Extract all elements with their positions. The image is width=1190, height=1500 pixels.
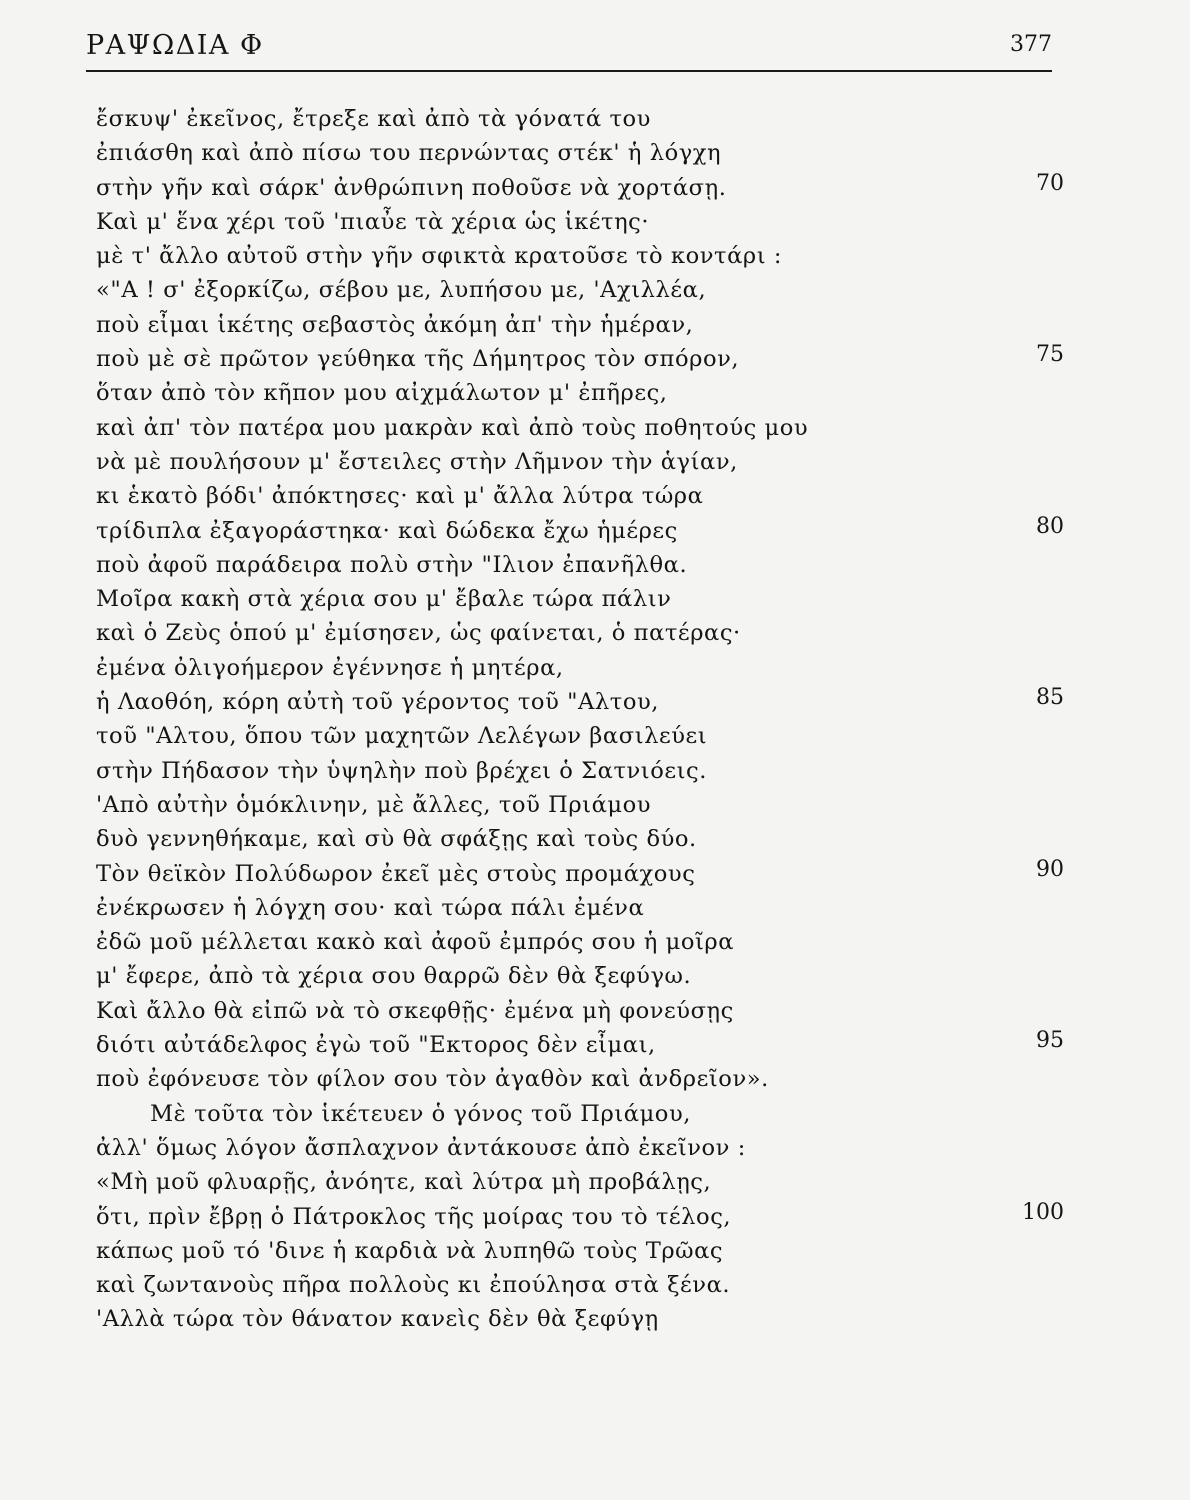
verse-line [96, 891, 1076, 925]
verse-line [96, 136, 1076, 170]
line-number: 95 [1036, 1028, 1064, 1054]
verse-text: στὴν γῆν καὶ σάρκ' ἀνθρώπινη ποθοῦσε νὰ χορτάσῃ. [96, 174, 727, 201]
line-number: 90 [1036, 856, 1064, 882]
verse-line [96, 959, 1076, 993]
verse-line [96, 445, 1076, 479]
verse-line [96, 651, 1076, 685]
verse-line [96, 1097, 1076, 1131]
verse-text: ἐνέκρωσεν ἡ λόγχη σου· καὶ τώρα πάλι ἐμένα [96, 894, 645, 921]
verse-line [96, 273, 1076, 307]
verse-text: 'Απὸ αὐτὴν ὁμόκλινην, μὲ ἄλλες, τοῦ Πριάμου [96, 791, 652, 818]
verse-line [96, 376, 1076, 410]
running-title: ΡΑΨΩΔΙΑ Φ [86, 30, 264, 61]
verse-line [96, 719, 1076, 753]
verse-line [96, 685, 1076, 719]
verse-text: ὅτι, πρὶν ἔβρῃ ὁ Πάτροκλος τῆς μοίρας του τὸ τέλος, [96, 1203, 732, 1230]
verse-line [96, 548, 1076, 582]
verse-line [96, 788, 1076, 822]
line-number: 70 [1036, 170, 1064, 196]
verse-line [96, 102, 1076, 136]
verse-text: ἐπιάσθη καὶ ἀπὸ πίσω του περνώντας στέκ' ἡ λόγχη [96, 140, 722, 167]
verse-text: στὴν Πήδασον τὴν ὑψηλὴν ποὺ βρέχει ὁ Σατνιόεις. [96, 757, 707, 784]
verse-line [96, 1028, 1076, 1062]
verse-text: δυὸ γεννηθήκαμε, καὶ σὺ θὰ σφάξῃς καὶ τοὺς δύο. [96, 826, 697, 853]
line-number: 80 [1036, 513, 1064, 539]
verse-line [96, 239, 1076, 273]
verse-text: τρίδιπλα ἐξαγοράστηκα· καὶ δώδεκα ἔχω ἡμέρες [96, 517, 678, 544]
verse-line [96, 411, 1076, 445]
verse-text: 'Αλλὰ τώρα τὸν θάνατον κανεὶς δὲν θὰ ξεφύγῃ [96, 1306, 659, 1333]
verse-text: Καὶ ἄλλο θὰ εἰπῶ νὰ τὸ σκεφθῇς· ἐμένα μὴ φονεύσῃς [96, 997, 734, 1024]
verse-text: ἐμένα ὀλιγοήμερον ἐγέννησε ἡ μητέρα, [96, 654, 564, 681]
verse-list [96, 102, 1076, 1337]
verse-text: καὶ ζωντανοὺς πῆρα πολλοὺς κι ἐπούλησα στὰ ξένα. [96, 1272, 731, 1299]
line-number: 75 [1036, 342, 1064, 368]
verse-line [96, 205, 1076, 239]
verse-line [96, 994, 1076, 1028]
verse-text: ἀλλ' ὅμως λόγον ἄσπλαχνον ἀντάκουσε ἀπὸ ἐκεῖνον : [96, 1134, 746, 1161]
verse-line [96, 857, 1076, 891]
verse-text: Μοῖρα κακὴ στὰ χέρια σου μ' ἔβαλε τώρα πάλιν [96, 586, 672, 613]
verse-text: ποὺ ἐφόνευσε τὸν φίλον σου τὸν ἀγαθὸν καὶ ἀνδρεῖον». [96, 1066, 769, 1093]
verse-line [96, 582, 1076, 616]
verse-line [96, 479, 1076, 513]
verse-text: τοῦ "Αλτου, ὅπου τῶν μαχητῶν Λελέγων βασιλεύει [96, 723, 708, 750]
verse-text: καὶ ὁ Ζεὺς ὁπού μ' ἐμίσησεν, ὡς φαίνεται, ὁ πατέρας· [96, 620, 741, 647]
verse-text: ὅταν ἀπὸ τὸν κῆπον μου αἰχμάλωτον μ' ἐπῆρες, [96, 380, 668, 407]
verse-line [96, 1131, 1076, 1165]
verse-line [96, 1165, 1076, 1199]
verse-line [96, 822, 1076, 856]
verse-text: καὶ ἀπ' τὸν πατέρα μου μακρὰν καὶ ἀπὸ τοὺς ποθητούς μου [96, 414, 809, 441]
verse-text: ποὺ μὲ σὲ πρῶτον γεύθηκα τῆς Δήμητρος τὸν σπόρον, [96, 346, 740, 373]
verse-line [96, 308, 1076, 342]
verse-text: ἐδῶ μοῦ μέλλεται κακὸ καὶ ἀφοῦ ἐμπρός σου ἡ μοῖρα [96, 929, 735, 956]
verse-line [96, 171, 1076, 205]
verse-text: κι ἑκατὸ βόδι' ἀπόκτησες· καὶ μ' ἄλλα λύτρα τώρα [96, 483, 704, 510]
verse-text: μὲ τ' ἄλλο αὐτοῦ στὴν γῆν σφικτὰ κρατοῦσε τὸ κοντάρι : [96, 243, 783, 270]
verse-text: νὰ μὲ πουλήσουν μ' ἔστειλες στὴν Λῆμνον τὴν ἁγίαν, [96, 448, 738, 475]
verse-text: ἡ Λαοθόη, κόρη αὐτὴ τοῦ γέροντος τοῦ "Αλτου, [96, 689, 659, 716]
verse-text: μ' ἔφερε, ἀπὸ τὰ χέρια σου θαρρῶ δὲν θὰ ξεφύγω. [96, 963, 692, 990]
verse-line [96, 1200, 1076, 1234]
verse-line [96, 514, 1076, 548]
verse-line [96, 1234, 1076, 1268]
verse-text: Μὲ τοῦτα τὸν ἱκέτευεν ὁ γόνος τοῦ Πριάμου, [150, 1100, 691, 1127]
verse-line [96, 754, 1076, 788]
verse-line [96, 342, 1076, 376]
verse-line [96, 1302, 1076, 1336]
verse-line [96, 616, 1076, 650]
verse-text: ἔσκυψ' ἐκεῖνος, ἔτρεξε καὶ ἀπὸ τὰ γόνατά του [96, 106, 651, 132]
verse-line [96, 1268, 1076, 1302]
verse-text: κάπως μοῦ τό 'δινε ἡ καρδιὰ νὰ λυπηθῶ τοὺς Τρῶας [96, 1237, 724, 1264]
verse-text: ποὺ εἶμαι ἱκέτης σεβαστὸς ἀκόμη ἀπ' τὴν ἡμέραν, [96, 311, 694, 338]
page-number: 377 [1010, 32, 1052, 57]
verse-text: ποὺ ἀφοῦ παράδειρα πολὺ στὴν "Ιλιον ἐπανῆλθα. [96, 551, 688, 578]
line-number: 85 [1036, 685, 1064, 711]
line-number: 100 [1022, 1199, 1064, 1225]
running-head [86, 30, 1052, 72]
verse-text: Τὸν θεϊκὸν Πολύδωρον ἐκεῖ μὲς στοὺς προμάχους [96, 860, 696, 887]
verse-text: διότι αὐτάδελφος ἐγὼ τοῦ "Εκτορος δὲν εἶμαι, [96, 1032, 656, 1059]
verse-line [96, 1062, 1076, 1096]
verse-text: «"Α ! σ' ἐξορκίζω, σέβου με, λυπήσου με, 'Αχιλλέα, [96, 277, 707, 304]
verse-text: «Μὴ μοῦ φλυαρῇς, ἀνόητε, καὶ λύτρα μὴ προβάλῃς, [96, 1169, 712, 1196]
verse-text: Καὶ μ' ἕνα χέρι τοῦ 'πιαὖε τὰ χέρια ὡς ἱκέτης· [96, 208, 650, 235]
verse-line [96, 925, 1076, 959]
